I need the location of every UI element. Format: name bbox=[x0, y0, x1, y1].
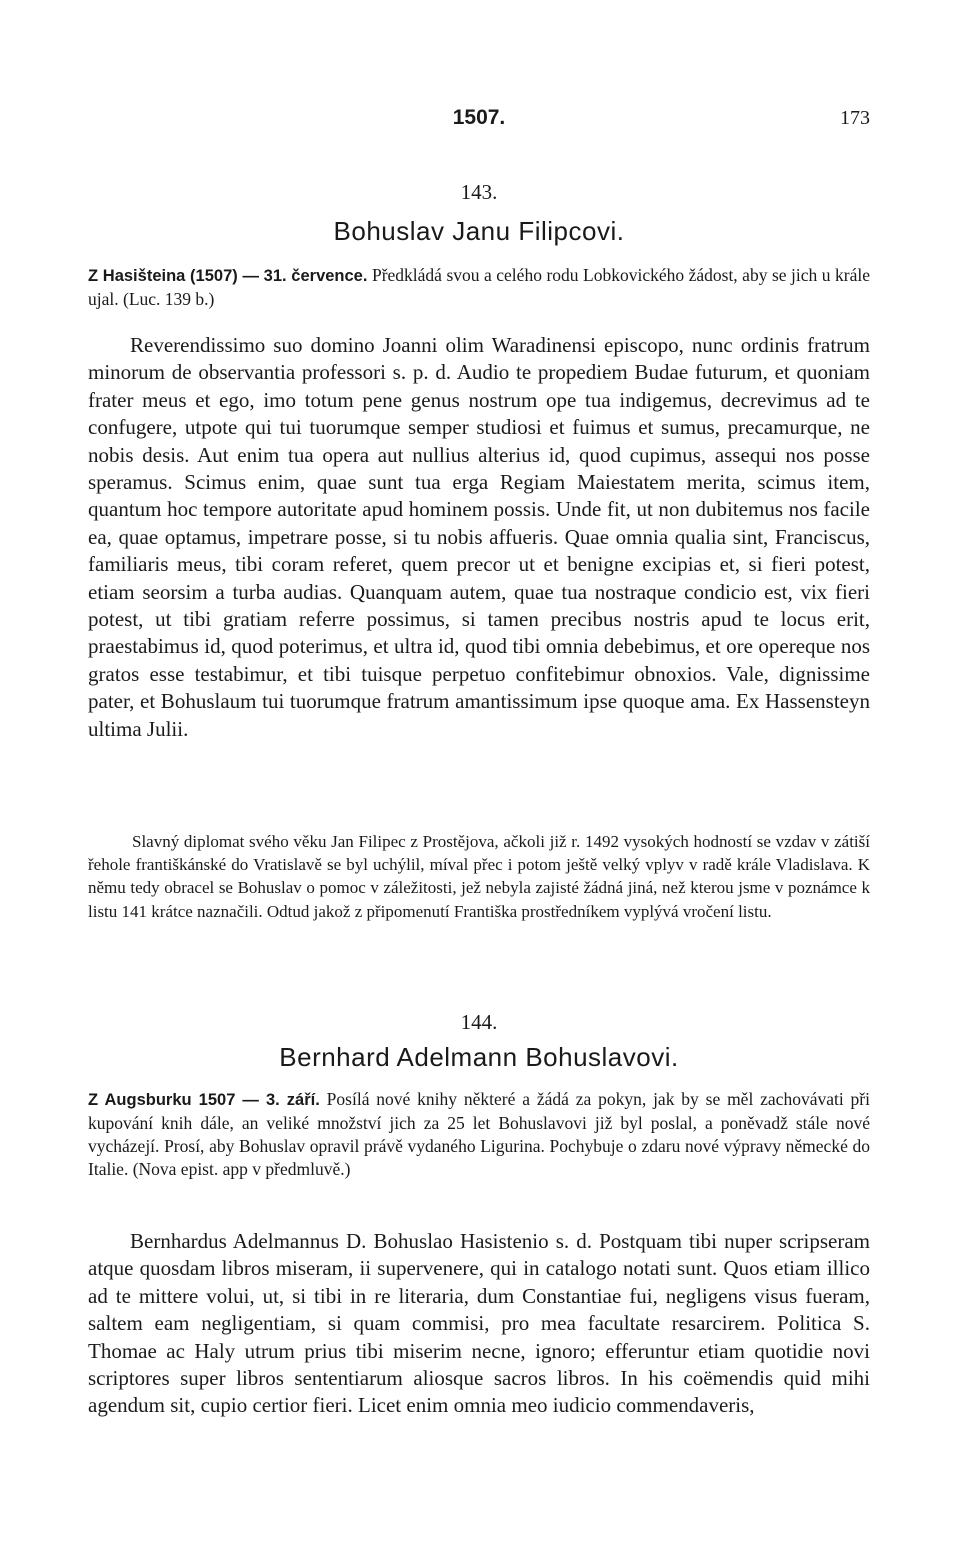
note-text: Slavný diplomat svého věku Jan Filipec z Prostějova, ačkoli již r. 1492 vysokých hodností se vzdav v zátiší řehole františkánské do Vratislavě se byl uchýlil, míval přec i potom ještě velký vplyv v radě krále Vladislava. K němu tedy obracel se Bohuslav o pomoc v záležitosti, jež nebyla zajisté žádná jiná, než kterou jsme v poznámce k listu 141 krátce naznačili. Odtud jakož z připomenutí Františka prostředníkem vyplývá vročení listu. bbox=[88, 832, 870, 921]
regest-place-date: Z Hasišteina (1507) — 31. července. bbox=[88, 267, 368, 285]
running-head bbox=[88, 104, 870, 132]
letter-number: 143. bbox=[460, 180, 498, 204]
regest-summary: Předkládá svou a celého rodu Lobkovického žádost, aby se jich u krále ujal. (Luc. 139 b.) bbox=[88, 265, 871, 309]
latin-text: Reverendissimo suo domino Joanni olim Waradinensi episcopo, nunc ordinis fratrum minorum de observantia professori s. p. d. Audio te propediem Budae futurum, et quoniam frater meus et ego, imo totum pene genus nostrum ope tua indigemus, decrevimus ad te confugere, utpote qui tui tuorumque semper studiosi et fuimus et sumus, precamurque, ne nobis desis. Aut enim tua opera aut nullius alterius id, quod cupimus, assequi nos posse speramus. Scimus enim, quae sunt tua erga Regiam Maiestatem merita, scimus item, quantum hoc tempore autoritate apud hominem possis. Unde fit, ut non dubitemus nos facile ea, quae optamus, impetrare posse, si tu nobis affueris. Quae omnia qualia sint, Franciscus, familiaris meus, tibi coram referet, quem precor ut et benigne excipias et, si fieri potest, etiam seorsim a turba audias. Quanquam autem, quae tua nostraque condicio est, vix fieri potest, ut tibi gratiam referre possimus, si tamen precibus nostris apud te locus erit, praestabimus id, quod poterimus, et ultra id, quod tibi omnia debebimus, et ore opereque nos gratos esse testabimur, et tibi tuisque perpetuo confitebimur obnoxios. Vale, dignissime pater, et Bohuslaum tui tuorumque fratrum amantissimum ipse quoque ama. Ex Hassensteyn ultima Julii. bbox=[88, 333, 870, 741]
letter-body bbox=[88, 1228, 870, 1420]
editorial-note bbox=[88, 830, 870, 923]
regest-place-date: Z Augsburku 1507 — 3. září. bbox=[88, 1091, 320, 1109]
letter-regest bbox=[88, 264, 870, 311]
regest-summary: Posílá nové knihy některé a žádá za pokyn, jak by se měl zachovávati při kupování knih dále, an veliké množství jich za 25 let Bohuslavovi již byl poslal, a poněvadž stále nové vycházejí. Prosí, aby Bohuslav opravil právě vydaného Ligurina. Pochybuje o zdaru nové výpravy německé do Italie. (Nova epist. app v předmluvě.) bbox=[88, 1089, 870, 1179]
letter-body bbox=[88, 332, 870, 743]
letter-regest bbox=[88, 1088, 870, 1181]
running-head-year: 1507. bbox=[452, 106, 506, 129]
letter-title: Bernhard Adelmann Bohuslavovi. bbox=[279, 1042, 679, 1072]
letter-number: 144. bbox=[460, 1010, 498, 1034]
page-number: 173 bbox=[840, 107, 870, 129]
latin-text: Bernhardus Adelmannus D. Bohuslao Hasistenio s. d. Postquam tibi nuper scripseram atque quosdam libros miseram, ii supervenere, qui in catalogo notati sunt. Quos etiam illico ad te mittere volui, ut, si tibi in re literaria, dum Constantiae fui, negligens visus fueram, saltem eam negligentiam, si quam commisi, pro mea facultate resarcirem. Politica S. Thomae ac Haly utrum prius tibi miserim necne, ignoro; efferuntur etiam quotidie novi scriptores super libros sententiarum aliosque sacros libros. In his coëmendis quid mihi agendum sit, cupio certior fieri. Licet enim omnia meo iudicio commendaveris, bbox=[88, 1229, 870, 1418]
letter-title: Bohuslav Janu Filipcovi. bbox=[333, 216, 625, 246]
